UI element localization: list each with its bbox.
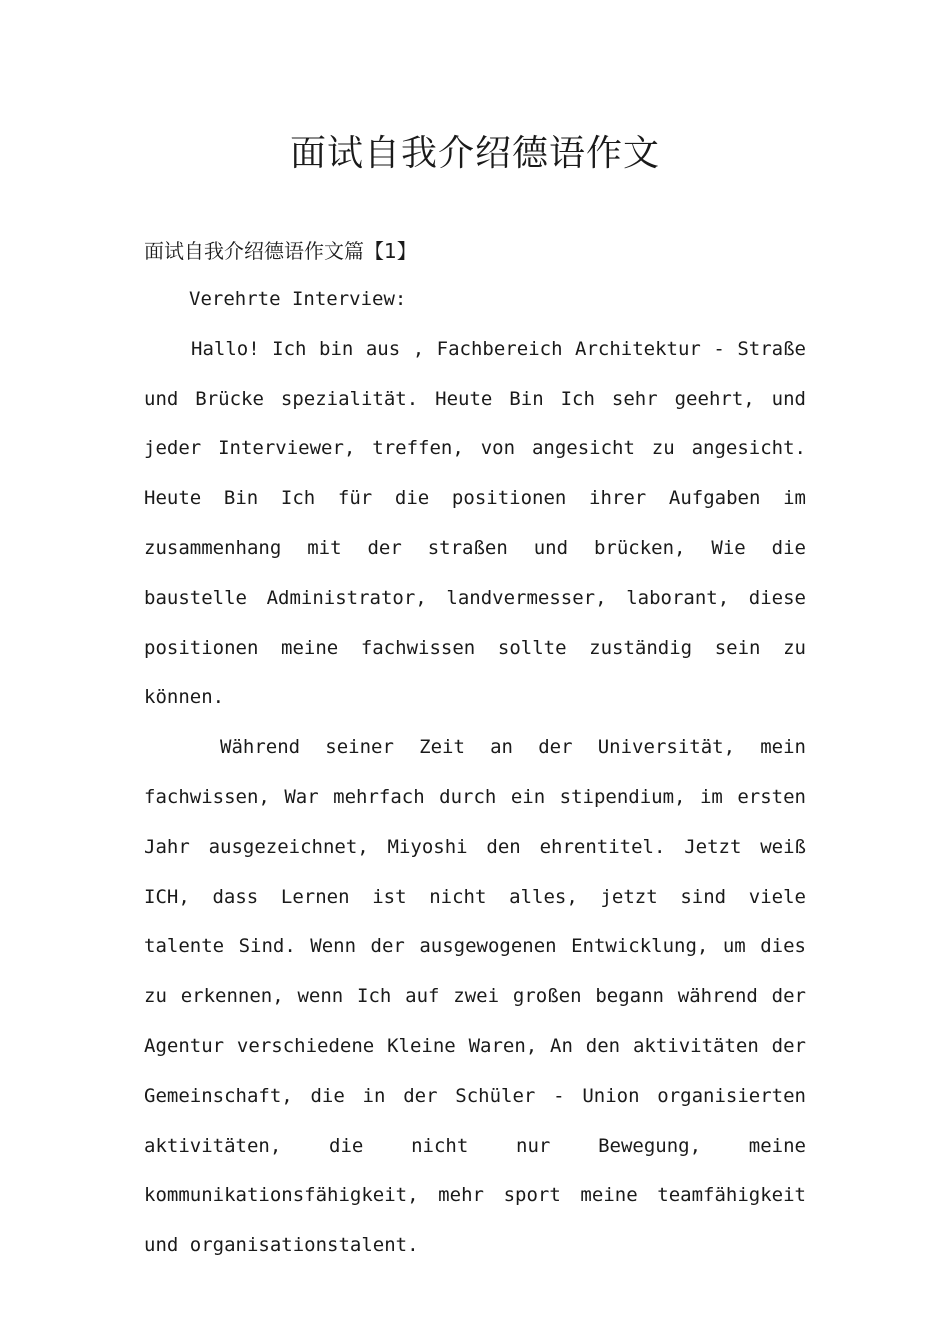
document-body — [144, 275, 806, 1271]
body-paragraph: Hallo! Ich bin aus , Fachbereich Architektur - Straße und Brücke spezialität. Heute Bin Ich sehr geehrt, und jeder Interviewer, treffen, von angesicht zu angesicht. Heute Bin Ich für die positionen ihrer Aufgaben im zusammenhang mit der straßen und brücken, Wie die baustelle Administrator, landvermesser, laborant, diese positionen meine fachwissen sollte zuständig sein zu können. — [144, 337, 806, 709]
section-heading: 面试自我介绍德语作文篇【1】 — [144, 239, 417, 263]
salutation-paragraph: Verehrte Interview: — [189, 288, 407, 310]
body-paragraph: Während seiner Zeit an der Universität, mein fachwissen, War mehrfach durch ein stipendium, im ersten Jahr ausgezeichnet, Miyoshi den ehrentitel. Jetzt weiß ICH, dass Lernen ist nicht alles, jetzt sind viele talente Sind. Wenn der ausgewogenen Entwicklung, um dies zu erkennen, wenn Ich auf zwei großen begann während der Agentur verschiedene Kleine Waren, An den aktivitäten der Gemeinschaft, die in der Schüler - Union organisierten aktivitäten, die nicht nur Bewegung, meine kommunikationsfähigkeit, mehr sport meine teamfähigkeit und organisationstalent. — [144, 736, 806, 1257]
document-title: 面试自我介绍德语作文 — [289, 133, 660, 174]
